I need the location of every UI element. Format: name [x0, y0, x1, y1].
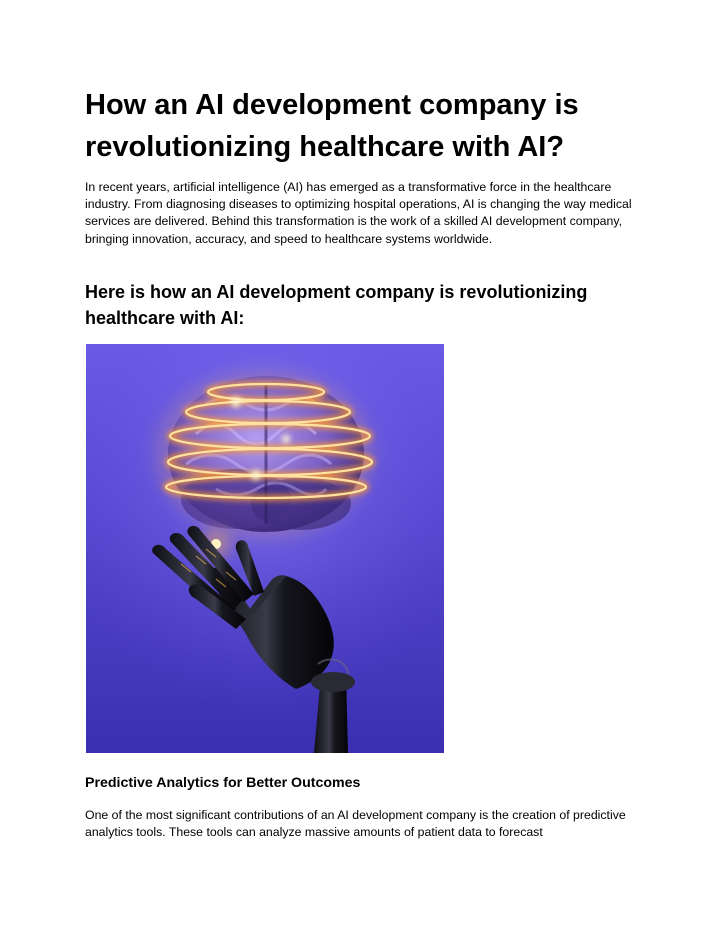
section-paragraph: One of the most significant contributions of an AI development company is the creation of predictive analytics tools. These tools can analyze massive amounts of patient data to forecast — [85, 808, 626, 840]
hero-image — [86, 344, 444, 753]
page-title: How an AI development company is revolutionizing healthcare with AI? — [85, 89, 579, 163]
subheading: Here is how an AI development company is revolutionizing healthcare with AI: — [85, 282, 588, 328]
intro-paragraph: In recent years, artificial intelligence (AI) has emerged as a transformative force in the healthcare industry. From diagnosing diseases to optimizing hospital operations, AI is changing the way medical services are delivered. Behind this transformation is the work of a skilled AI development company, bringing innovation, accuracy, and speed to healthcare systems worldwide. — [85, 180, 632, 246]
robot-hand-brain-image — [86, 344, 444, 753]
section-heading: Predictive Analytics for Better Outcomes — [85, 775, 361, 791]
